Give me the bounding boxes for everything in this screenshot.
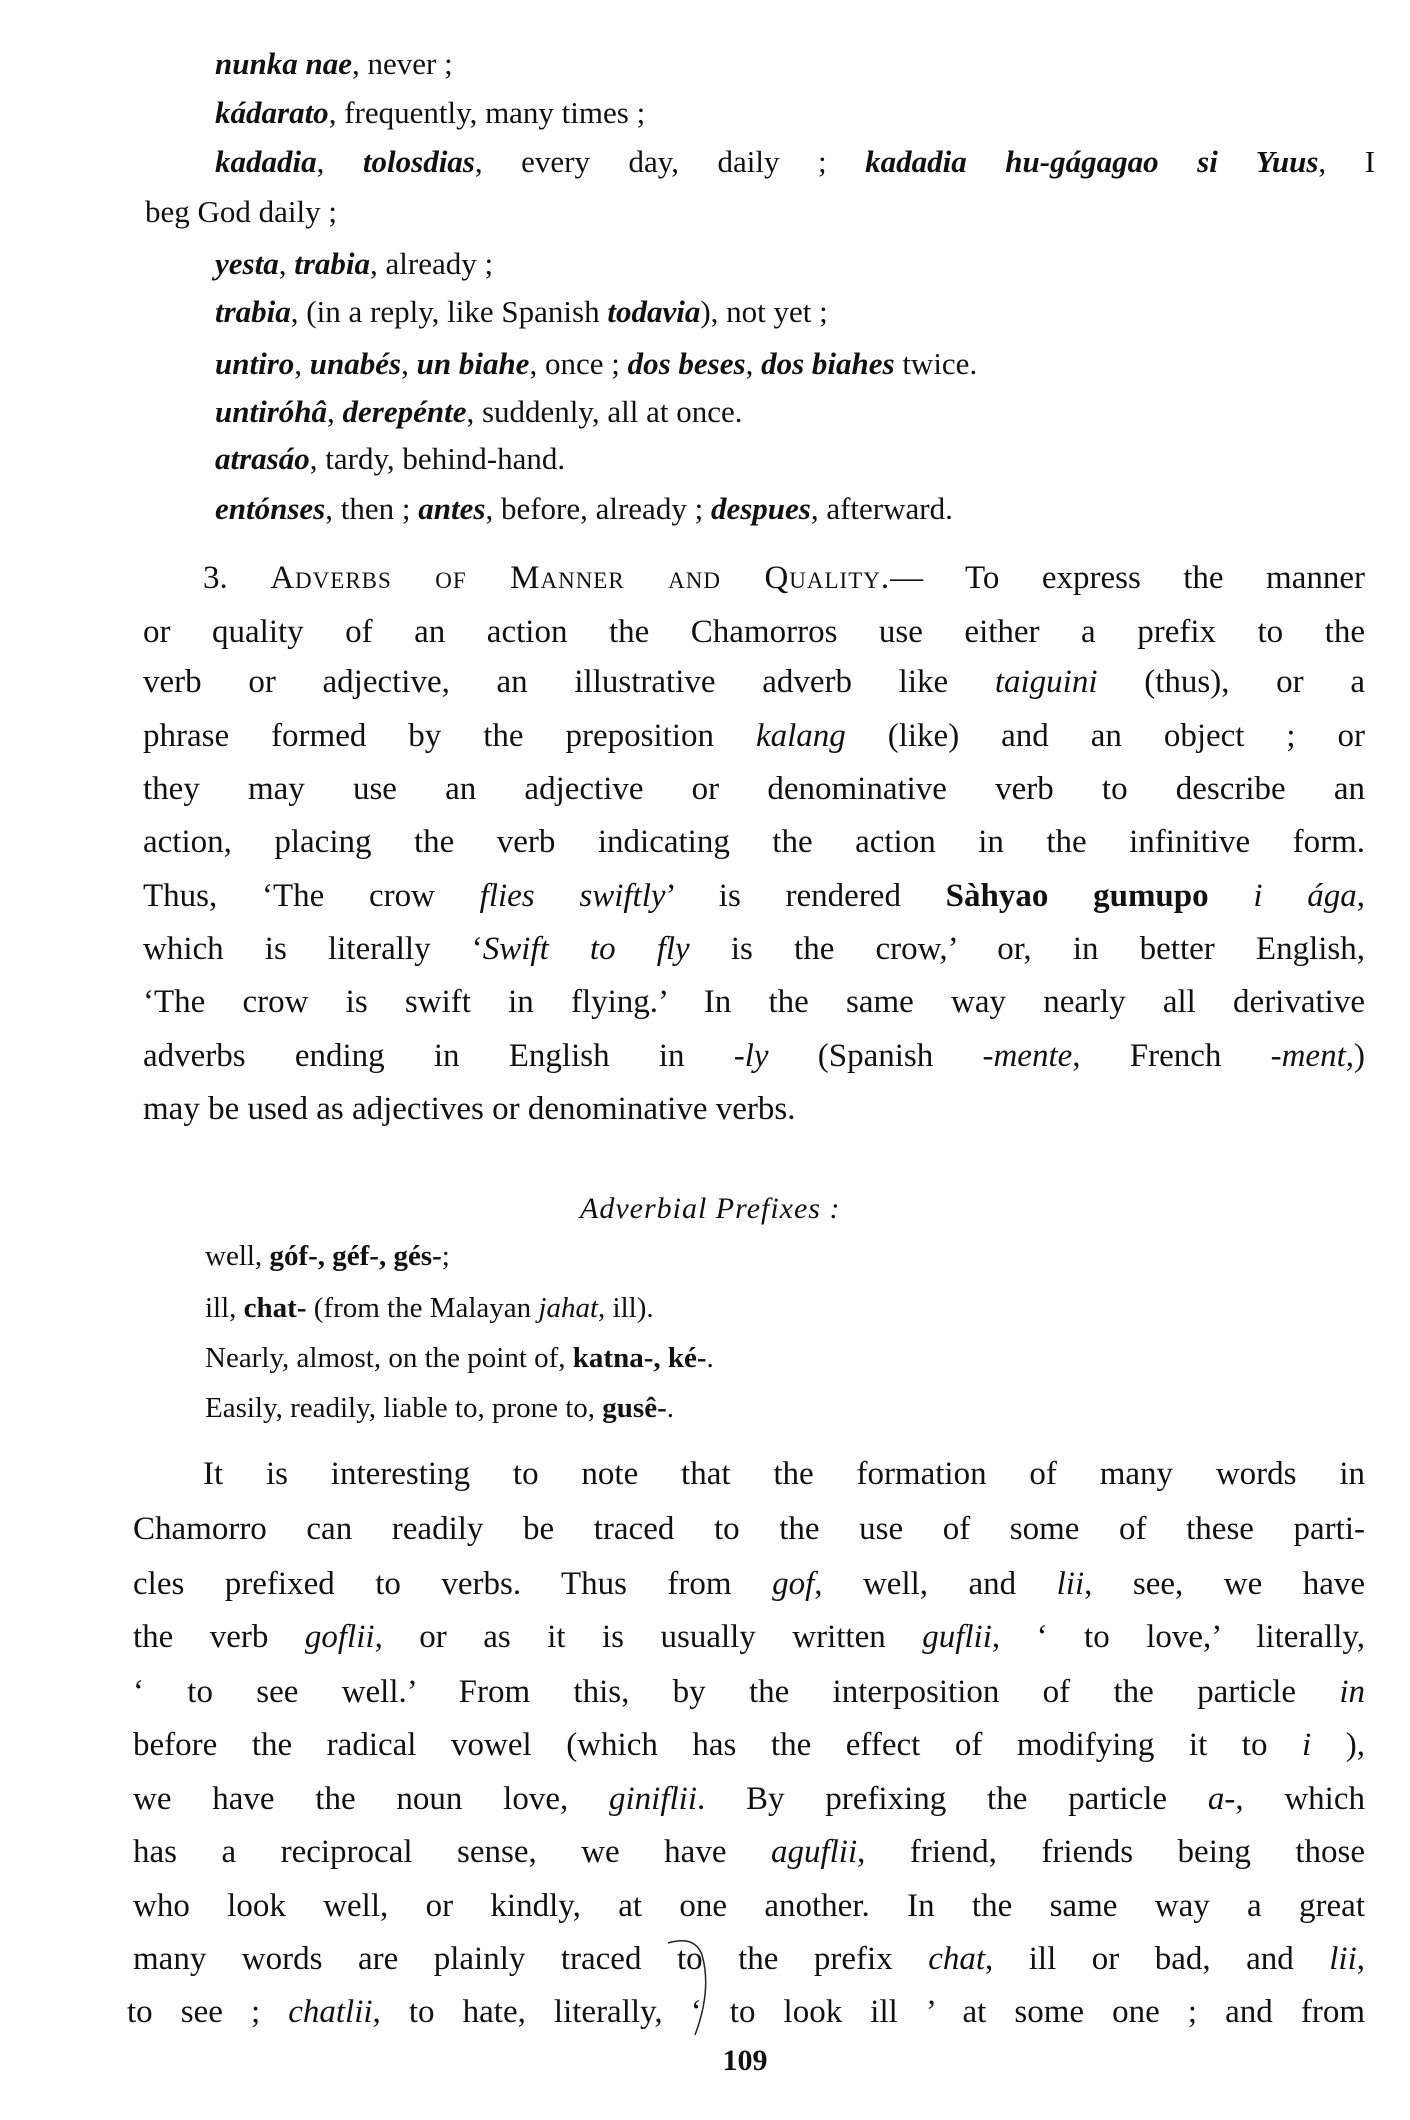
list-item xyxy=(215,396,743,427)
paragraph-text: ‘The crow is swift in flying.’ In the same way nearly all derivative xyxy=(143,984,1365,1020)
chamorro-term: chatlii xyxy=(288,1994,373,2030)
paragraph-text: which is literally ‘ xyxy=(143,931,483,967)
list-item xyxy=(215,296,828,327)
separator: , xyxy=(327,394,343,429)
definition: , frequently, many times ; xyxy=(328,95,646,130)
paragraph-text: we have the noun love, xyxy=(133,1781,609,1817)
paragraph-text: who look well, or kindly, at one another. In the same way a great xyxy=(133,1888,1365,1924)
definition: , xyxy=(278,246,295,281)
chamorro-term: despues xyxy=(710,491,811,526)
spanish-term: todavia xyxy=(607,294,701,329)
prefix-forms: góf-, géf-, gés- xyxy=(269,1240,442,1272)
chamorro-term: antes xyxy=(418,491,486,526)
page-number: 109 xyxy=(722,2044,768,2077)
paragraph-line xyxy=(143,1093,795,1126)
definition: , then ; xyxy=(325,491,419,526)
prefixes-heading: Adverbial Prefixes : xyxy=(580,1192,841,1225)
definition: twice. xyxy=(894,346,978,381)
chamorro-term: atrasáo xyxy=(215,441,310,476)
chamorro-term: trabia xyxy=(215,294,291,329)
paragraph-line xyxy=(143,773,1365,806)
list-item xyxy=(215,348,977,379)
definition: , suddenly, all at once. xyxy=(466,394,743,429)
paragraph-text: many words are plainly traced to the prefix xyxy=(133,1941,929,1977)
paragraph-text: . By prefixing the particle xyxy=(697,1781,1208,1817)
prefix-forms: chat- xyxy=(243,1292,307,1324)
literal-translation: Swift to fly xyxy=(482,931,690,967)
prefix-meaning: Nearly, almost, on the point of, xyxy=(205,1342,573,1374)
list-item-continuation xyxy=(145,196,337,227)
chamorro-phrase: kadadia hu-gágagao si Yuus xyxy=(865,144,1319,179)
paragraph-text: — To express the manner xyxy=(890,560,1365,596)
chamorro-term: untiro xyxy=(215,346,295,381)
paragraph-text: is the crow,’ or, in better English, xyxy=(689,931,1366,967)
paragraph-line xyxy=(133,1513,1365,1546)
chamorro-term: gof xyxy=(772,1566,815,1602)
definition: , afterward. xyxy=(810,491,953,526)
chamorro-term: aguflii xyxy=(770,1834,858,1870)
definition: , (in a reply, like Spanish xyxy=(290,294,608,329)
definition: , every day, daily ; xyxy=(474,144,866,179)
prefix-meaning: well, xyxy=(205,1240,270,1272)
chamorro-term: kadadia xyxy=(215,144,317,179)
chamorro-term: untiróhâ xyxy=(215,394,328,429)
section-heading: Adverbs of Manner and Quality. xyxy=(270,560,891,596)
paragraph-text: (like) and an object ; or xyxy=(845,718,1366,754)
prefix-item xyxy=(205,1294,654,1323)
chamorro-term: unabés xyxy=(309,346,402,381)
definition: , before, already ; xyxy=(485,491,711,526)
paragraph-text: , see, we have xyxy=(1084,1566,1365,1602)
prefix-forms: gusê- xyxy=(602,1392,667,1424)
paragraph-text: , ‘ to love,’ literally, xyxy=(991,1619,1365,1655)
list-item xyxy=(215,443,565,474)
paragraph-line xyxy=(143,826,1365,859)
prefix-note: . xyxy=(706,1342,714,1374)
pencil-annotation-mark xyxy=(650,1935,730,2045)
paragraph-text: or quality of an action the Chamorros use either a prefix to the xyxy=(143,614,1365,650)
definition: ), not yet ; xyxy=(700,294,828,329)
paragraph-line xyxy=(143,1040,1365,1073)
paragraph-text: , or as it is usually written xyxy=(374,1619,923,1655)
list-item xyxy=(215,97,645,128)
definition: , xyxy=(316,144,363,179)
paragraph-text: , well, and xyxy=(814,1566,1057,1602)
prefix-meaning: Easily, readily, liable to, prone to, xyxy=(205,1392,603,1424)
chamorro-term: guflii xyxy=(922,1619,992,1655)
chamorro-term: dos biahes xyxy=(761,346,895,381)
definition: , already ; xyxy=(370,246,494,281)
chamorro-term: yesta xyxy=(215,246,279,281)
paragraph-line xyxy=(133,1890,1365,1923)
prefix-item xyxy=(205,1394,674,1423)
paragraph-line xyxy=(133,1836,1365,1869)
separator: , xyxy=(294,346,310,381)
chamorro-particle: a- xyxy=(1207,1781,1236,1817)
prefix-meaning: ill, xyxy=(205,1292,244,1324)
malayan-term: jahat xyxy=(538,1292,599,1324)
list-item xyxy=(215,493,953,524)
separator: , xyxy=(745,346,762,381)
paragraph-text: has a reciprocal sense, we have xyxy=(133,1834,771,1870)
paragraph-text: cles prefixed to verbs. Thus from xyxy=(133,1566,773,1602)
prefix-note: (from the Malayan xyxy=(306,1292,539,1324)
definition: , I xyxy=(1318,144,1376,179)
paragraph-text: (thus), or a xyxy=(1097,664,1365,700)
paragraph-line xyxy=(143,986,1365,1019)
definition: beg God daily ; xyxy=(145,194,337,229)
paragraph-text: ’ is rendered xyxy=(665,878,946,914)
chamorro-term: kádarato xyxy=(215,95,329,130)
paragraph-text: verb or adjective, an illustrative adverb like xyxy=(143,664,995,700)
chamorro-particle: in xyxy=(1339,1674,1365,1710)
paragraph-text: phrase formed by the preposition xyxy=(143,718,756,754)
prefix-note: , ill). xyxy=(598,1292,654,1324)
chamorro-term: nunka nae xyxy=(215,46,352,81)
paragraph-text: the verb xyxy=(133,1619,305,1655)
list-item xyxy=(215,146,1375,177)
chamorro-term: taiguini xyxy=(994,664,1098,700)
chamorro-term: trabia xyxy=(294,246,370,281)
vowel: i xyxy=(1302,1727,1312,1763)
paragraph-text: , French xyxy=(1072,1038,1271,1074)
list-item xyxy=(215,48,453,79)
paragraph-text: they may use an adjective or denominative verb to describe an xyxy=(143,771,1365,807)
definition: , tardy, behind-hand. xyxy=(309,441,566,476)
paragraph-line xyxy=(143,720,1365,753)
paragraph-text: (Spanish xyxy=(768,1038,983,1074)
chamorro-example-noun: i ága xyxy=(1253,878,1357,914)
chamorro-term: entónses xyxy=(215,491,326,526)
prefix-item xyxy=(205,1242,450,1271)
paragraph-line xyxy=(133,1568,1365,1601)
chamorro-term: lii xyxy=(1056,1566,1085,1602)
definition: , once ; xyxy=(529,346,628,381)
suffix: -ment xyxy=(1270,1038,1346,1074)
paragraph-text: action, placing the verb indicating the action in the infinitive form. xyxy=(143,824,1365,860)
paragraph-line xyxy=(133,1729,1365,1762)
prefix-note: . xyxy=(666,1392,674,1424)
paragraph-text: may be used as adjectives or denominative verbs. xyxy=(143,1091,796,1127)
list-item xyxy=(215,248,493,279)
punctuation: , xyxy=(1356,878,1365,914)
paragraph-text: before the radical vowel (which has the effect of modifying it to xyxy=(133,1727,1303,1763)
paragraph-text: Thus, ‘The crow xyxy=(143,878,480,914)
paragraph-text: It is interesting to note that the formation of many words in xyxy=(203,1456,1365,1492)
chamorro-term: tolosdias xyxy=(362,144,475,179)
paragraph-text: , to hate, literally, ‘ to look ill ’ at some one ; and from xyxy=(372,1994,1365,2030)
chamorro-term: kalang xyxy=(755,718,846,754)
paragraph-text: , xyxy=(1356,1941,1365,1977)
paragraph-line xyxy=(203,1458,1365,1491)
paragraph-text: ), xyxy=(1311,1727,1365,1763)
paragraph-text: adverbs ending in English in xyxy=(143,1038,734,1074)
paragraph-text: Chamorro can readily be traced to the use of some of these parti- xyxy=(133,1511,1365,1547)
paragraph-text: , which xyxy=(1235,1781,1365,1817)
prefix-forms: katna-, ké- xyxy=(572,1342,707,1374)
paragraph-line xyxy=(143,616,1365,649)
definition: , never ; xyxy=(351,46,453,81)
paragraph-line xyxy=(203,562,1365,595)
section-number: 3. xyxy=(203,560,228,596)
paragraph-text: ,) xyxy=(1345,1038,1365,1074)
paragraph-line xyxy=(133,1676,1365,1709)
chamorro-term: goflii xyxy=(304,1619,375,1655)
chamorro-term: lii xyxy=(1329,1941,1357,1977)
paragraph-line xyxy=(143,880,1365,913)
chamorro-term: chat xyxy=(928,1941,986,1977)
chamorro-example: Sàhyao gumupo xyxy=(945,878,1209,914)
prefix-note: ; xyxy=(441,1240,450,1272)
paragraph-line xyxy=(127,1996,1365,2029)
chamorro-term: giniflii xyxy=(609,1781,698,1817)
paragraph-line xyxy=(143,933,1365,966)
paragraph-text: , ill or bad, and xyxy=(985,1941,1330,1977)
paragraph-text: to see ; xyxy=(127,1994,289,2030)
english-phrase: flies swiftly xyxy=(479,878,666,914)
paragraph-line xyxy=(133,1943,1365,1976)
chamorro-term: un biahe xyxy=(416,346,530,381)
spacer xyxy=(1209,878,1254,914)
paragraph-text: , friend, friends being those xyxy=(857,1834,1366,1870)
paragraph-line xyxy=(143,666,1365,699)
chamorro-term: dos beses xyxy=(627,346,746,381)
suffix: -mente xyxy=(982,1038,1073,1074)
chamorro-term: derepénte xyxy=(342,394,467,429)
paragraph-text: ‘ to see well.’ From this, by the interposition of the particle xyxy=(133,1674,1340,1710)
separator: , xyxy=(401,346,417,381)
paragraph-line xyxy=(133,1621,1365,1654)
paragraph-line xyxy=(133,1783,1365,1816)
suffix: -ly xyxy=(733,1038,769,1074)
prefix-item xyxy=(205,1344,714,1373)
